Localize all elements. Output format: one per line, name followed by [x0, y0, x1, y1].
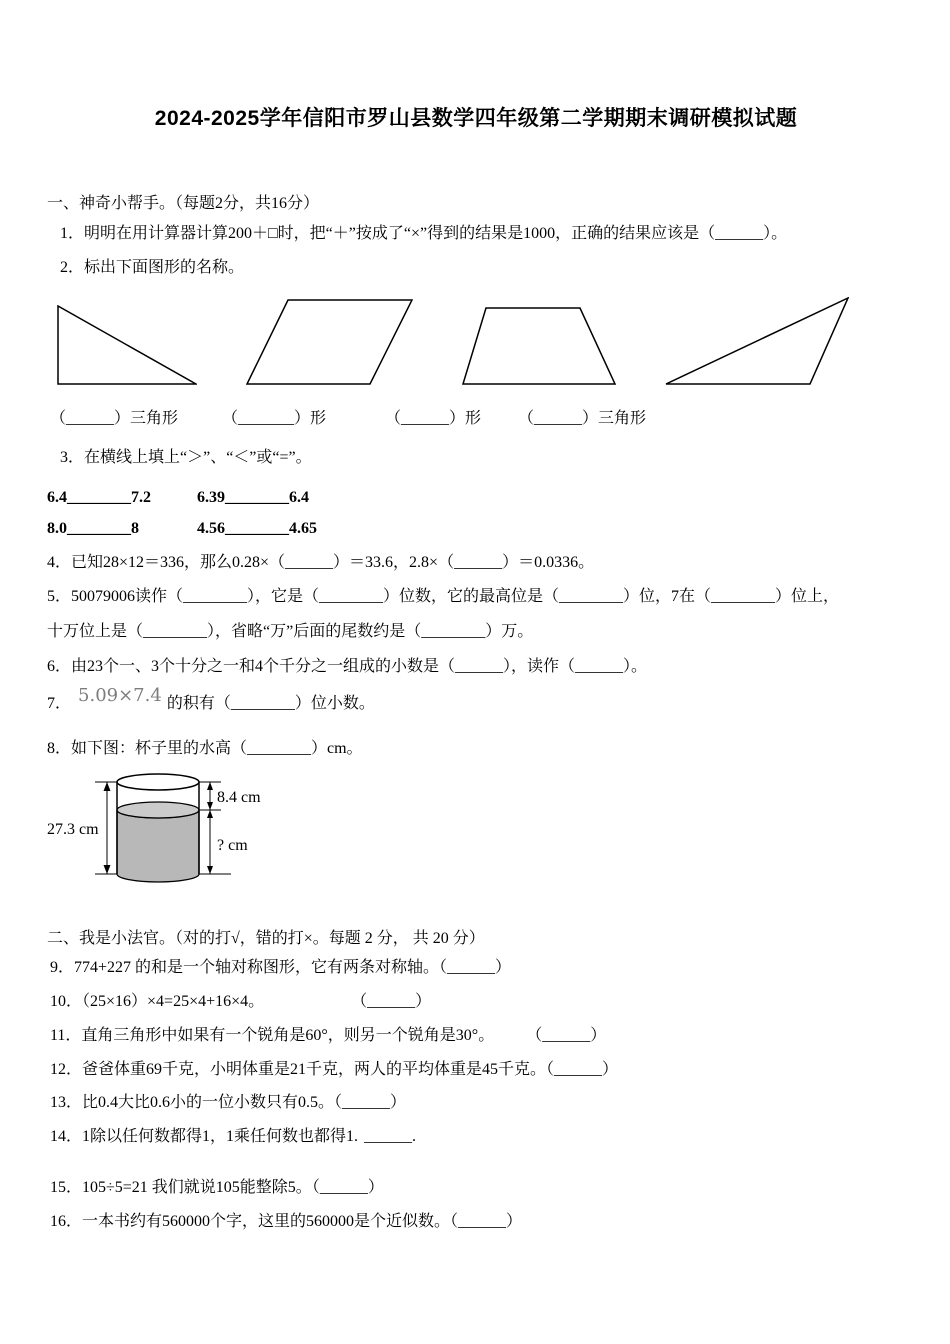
water-cup-figure — [47, 766, 327, 906]
compare-item-1: 6.4________7.2 — [47, 489, 151, 507]
top-gap-label: 8.4 cm — [217, 789, 261, 807]
page-title: 2024-2025学年信阳市罗山县数学四年级第二学期期末调研模拟试题 — [154, 107, 798, 130]
question-5-line2: 十万位上是（________），省略“万”后面的尾数约是（________）万。 — [47, 622, 534, 640]
obtuse-triangle-figure — [665, 297, 849, 385]
question-5-line1: 5．50079006读作（________），它是（________）位数，它的最高位是（________）位，7在（________）位上， — [47, 588, 840, 606]
tf-item-13 — [47, 1091, 905, 1116]
compare-row-1 — [47, 489, 905, 507]
parallelogram-shape — [247, 300, 412, 384]
parallelogram-figure — [246, 299, 413, 385]
water-body — [117, 810, 199, 882]
shape-label-obtuse-triangle: （______）三角形 — [518, 409, 647, 427]
tf-item-14 — [47, 1125, 905, 1150]
compare-item-3: 8.0________8 — [47, 520, 139, 538]
tf-text: 16．一本书约有560000个字，这里的560000是个近似数。 — [50, 1212, 451, 1230]
tf-item-15 — [47, 1176, 905, 1201]
tf-item-12 — [47, 1058, 905, 1083]
tf-blank: （______） — [311, 1179, 384, 1197]
tf-item-11 — [47, 1024, 905, 1049]
question-1: 1．明明在用计算器计算200＋□时，把“＋”按成了“×”得到的结果是1000，正确的结果应该是（______）。 — [60, 225, 788, 242]
tf-text: 15．105÷5=21 我们就说105能整除5。 — [50, 1179, 312, 1197]
obtuse-triangle-shape — [666, 298, 848, 384]
tf-blank: （______） — [439, 959, 512, 977]
water-cup-diagram — [47, 766, 905, 911]
tf-text: 13．比0.4大比0.6小的一位小数只有0.5。 — [50, 1094, 335, 1112]
tf-text: 10．（25×16）×4=25×4+16×4。 — [50, 993, 265, 1011]
tf-blank: （______） — [359, 993, 432, 1011]
right-triangle-shape — [58, 306, 196, 384]
tf-blank: （______） — [334, 1094, 407, 1112]
tf-text: 14．1除以任何数都得1，1乘任何数也都得1. — [50, 1128, 359, 1146]
compare-item-4: 4.56________4.65 — [197, 520, 317, 538]
shape-label-parallelogram: （_______）形 — [222, 409, 327, 427]
question-7-formula: 5.09×7.4 — [78, 684, 162, 706]
question-2: 2．标出下面图形的名称。 — [60, 258, 245, 276]
tf-item-10 — [47, 990, 905, 1015]
question-3: 3．在横线上填上“＞”、“＜”或“=”。 — [60, 448, 312, 466]
question-7-text: 的积有（________）位小数。 — [166, 694, 375, 712]
tf-item-16 — [47, 1210, 905, 1235]
right-triangle-figure — [57, 305, 197, 385]
trapezoid-figure — [462, 307, 616, 385]
tf-blank: （______） — [546, 1060, 619, 1078]
tf-text: 11．直角三角形中如果有一个锐角是60°，则另一个锐角是30°。 — [50, 1026, 495, 1044]
question-6: 6．由23个一、3个十分之一和4个千分之一组成的小数是（______），读作（______）。 — [47, 657, 648, 675]
question-8: 8．如下图：杯子里的水高（________）cm。 — [47, 740, 363, 758]
shapes-row — [47, 295, 905, 385]
question-7-number: 7． — [47, 694, 72, 712]
section1-heading: 一、神奇小帮手。（每题2分，共16分） — [47, 195, 320, 212]
shape-label-trapezoid: （______）形 — [385, 409, 482, 427]
tf-blank: （______） — [534, 1026, 607, 1044]
compare-item-2: 6.39________6.4 — [197, 489, 309, 507]
shape-label-right-triangle: （______）三角形 — [50, 409, 179, 427]
question-4: 4．已知28×12＝336，那么0.28×（______）＝33.6，2.8×（______）＝0.0336。 — [47, 554, 595, 572]
section2-heading: 二、我是小法官。（对的打√，错的打×。每题 2 分， 共 20 分） — [47, 930, 485, 948]
total-height-label: 27.3 cm — [47, 821, 99, 839]
cup-rim — [117, 774, 199, 790]
water-height-label: ? cm — [217, 837, 248, 855]
question-7 — [47, 684, 905, 717]
trapezoid-shape — [463, 308, 615, 384]
compare-row-2 — [47, 520, 905, 538]
shape-labels-row — [47, 405, 905, 430]
tf-text: 12．爸爸体重69千克，小明体重是21千克，两人的平均体重是45千克。 — [50, 1060, 547, 1078]
tf-blank: （______） — [450, 1212, 523, 1230]
tf-item-9 — [47, 956, 905, 981]
water-surface — [117, 802, 199, 818]
tf-blank: ______. — [364, 1128, 417, 1146]
tf-text: 9．774+227 的和是一个轴对称图形，它有两条对称轴。 — [50, 959, 440, 977]
